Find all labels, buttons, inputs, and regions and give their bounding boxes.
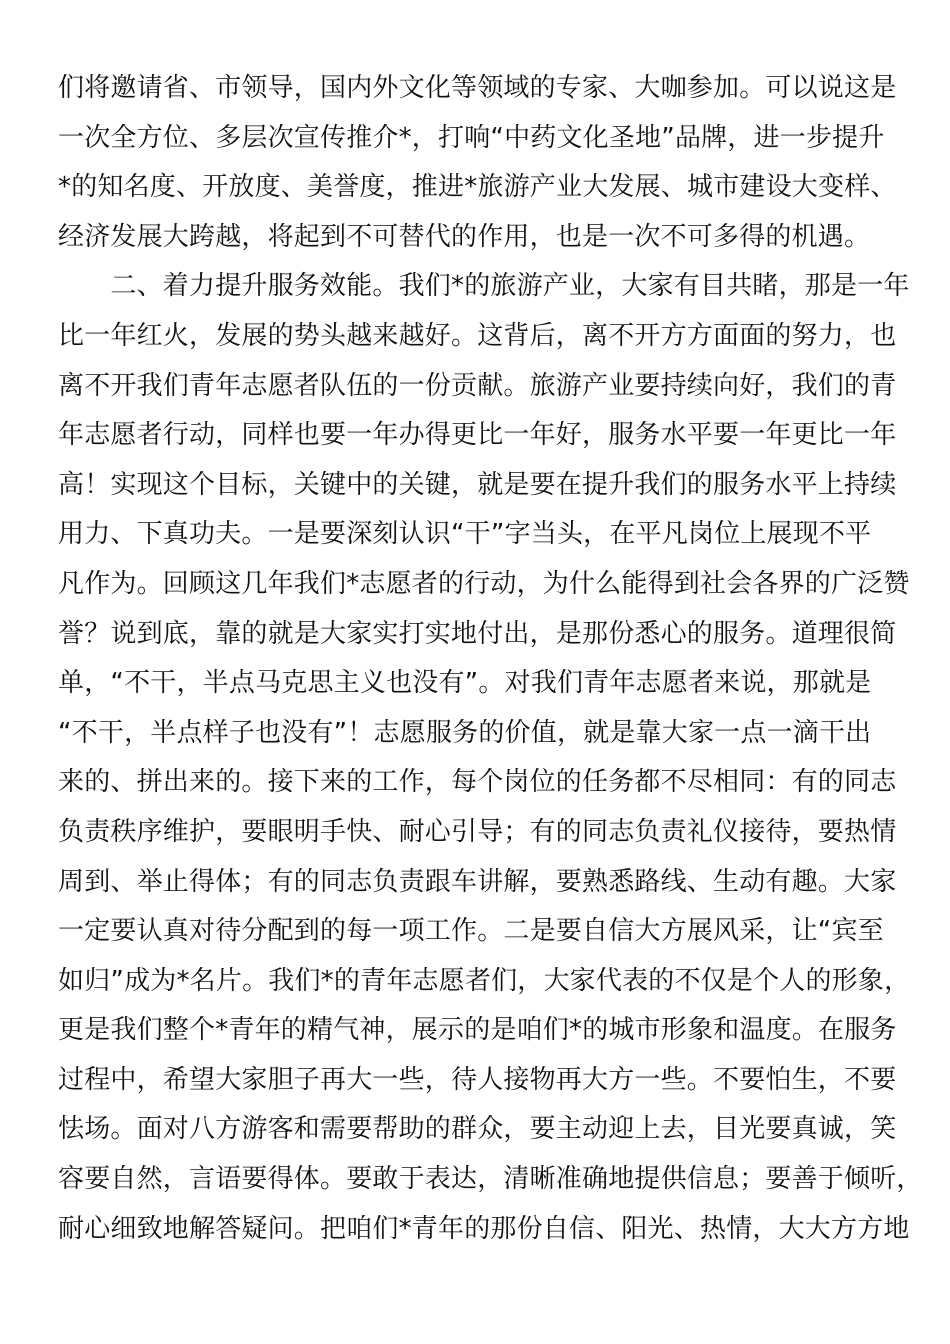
text-line: 比一年红火，发展的势头越来越好。这背后，离不开方方面面的努力，也 (58, 320, 897, 351)
text-line: 过程中，希望大家胆子再大一些，待人接物再大方一些。不要怕生，不要 (58, 1064, 897, 1095)
text-line: 单，“不干，半点马克思主义也没有”。对我们青年志愿者来说，那就是 (58, 668, 872, 699)
text-line: 来的、拼出来的。接下来的工作，每个岗位的任务都不尽相同：有的同志 (58, 767, 897, 798)
text-line: 一次全方位、多层次宣传推介*，打响“中药文化圣地”品牌，进一步提升 (58, 122, 885, 153)
text-line: 凡作为。回顾这几年我们*志愿者的行动，为什么能得到社会各界的广泛赞 (58, 568, 910, 599)
text-line: *的知名度、开放度、美誉度，推进*旅游产业大发展、城市建设大变样、 (58, 172, 897, 203)
text-line: 耐心细致地解答疑问。把咱们*青年的那份自信、阳光、热情，大大方方地 (58, 1213, 910, 1244)
text-line: “不干，半点样子也没有”！志愿服务的价值，就是靠大家一点一滴干出 (58, 717, 872, 748)
text-line: 年志愿者行动，同样也要一年办得更比一年好，服务水平要一年更比一年 (58, 420, 897, 451)
text-line: 更是我们整个*青年的精气神，展示的是咱们*的城市形象和温度。在服务 (58, 1015, 897, 1046)
text-line: 誉？说到底，靠的就是大家实打实地付出，是那份悉心的服务。道理很简 (58, 618, 897, 649)
section-heading-line: 二、着力提升服务效能。我们*的旅游产业，大家有目共睹，那是一年 (58, 271, 910, 302)
text-line: 高！实现这个目标，关键中的关键，就是要在提升我们的服务水平上持续 (58, 469, 897, 500)
text-line: 离不开我们青年志愿者队伍的一份贡献。旅游产业要持续向好，我们的青 (58, 370, 897, 401)
text-line: 用力、下真功夫。一是要深刻认识“干”字当头，在平凡岗位上展现不平 (58, 519, 872, 550)
text-line: 们将邀请省、市领导，国内外文化等领域的专家、大咖参加。可以说这是 (58, 73, 897, 103)
text-line: 负责秩序维护，要眼明手快、耐心引导；有的同志负责礼仪接待，要热情 (58, 816, 897, 847)
text-line: 一定要认真对待分配到的每一项工作。二是要自信大方展风采，让“宾至 (58, 916, 884, 947)
body-text (58, 64, 923, 1254)
text-line: 容要自然，言语要得体。要敢于表达，清晰准确地提供信息；要善于倾听， (58, 1164, 923, 1195)
text-line: 经济发展大跨越，将起到不可替代的作用，也是一次不可多得的机遇。 (58, 221, 871, 252)
text-line: 怯场。面对八方游客和需要帮助的群众，要主动迎上去，目光要真诚，笑 (58, 1114, 897, 1145)
text-line: 周到、举止得体；有的同志负责跟车讲解，要熟悉路线、生动有趣。大家 (58, 866, 897, 897)
text-line: 如归”成为*名片。我们*的青年志愿者们，大家代表的不仅是个人的形象， (58, 965, 911, 996)
